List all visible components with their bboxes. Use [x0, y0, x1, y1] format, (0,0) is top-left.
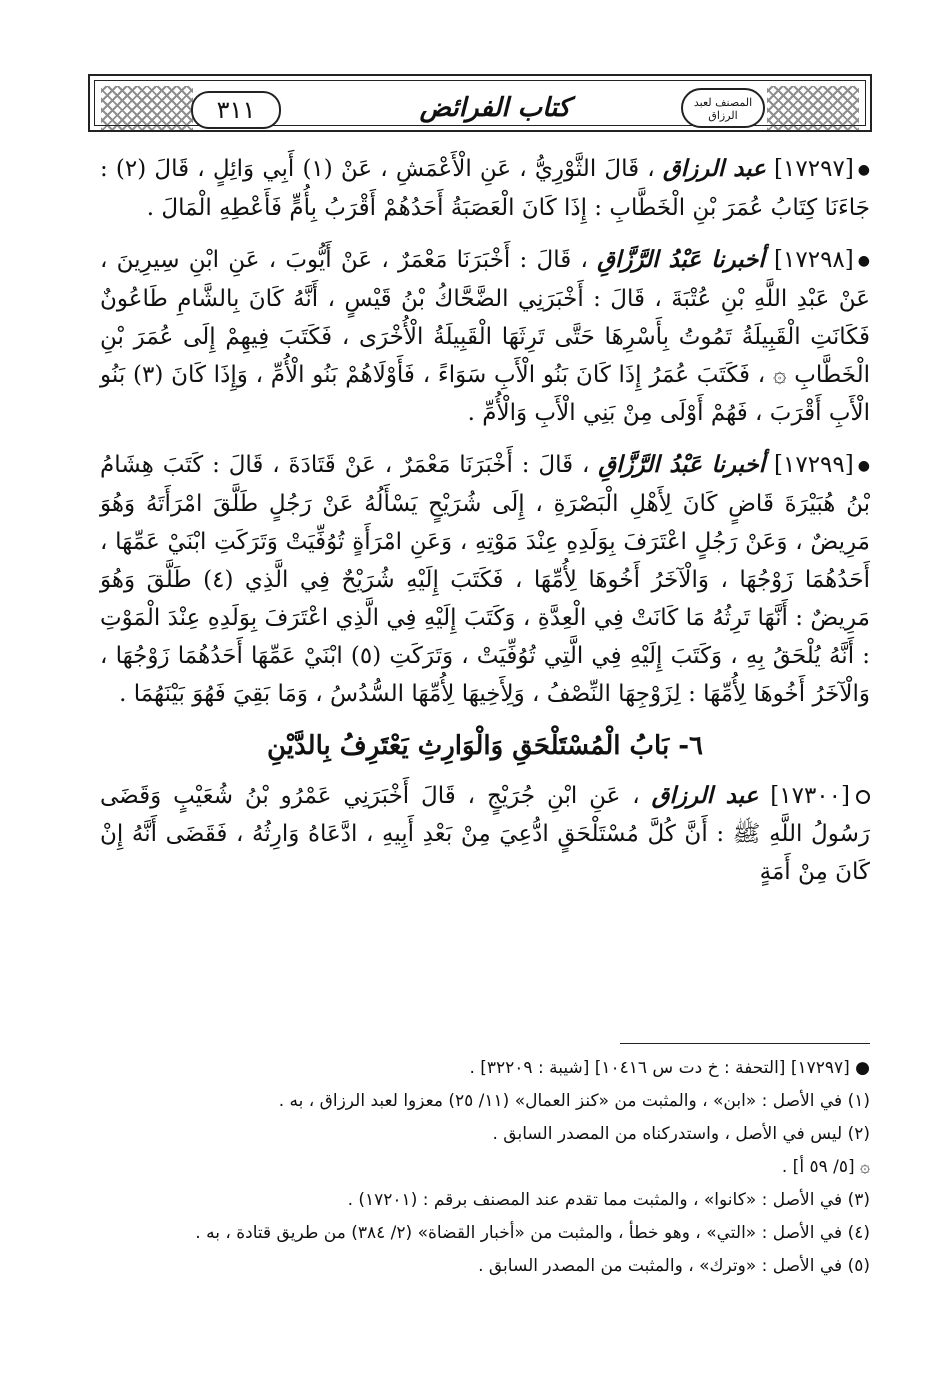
narrator: عبد الرزاق — [651, 782, 759, 809]
ornament-right-icon — [767, 86, 859, 130]
page-header — [88, 74, 872, 132]
footnote: ● [١٧٢٩٧] [التحفة : خ دت س ١٠٤١٦] [شيبة : ٣٢٢٠٩] . — [469, 1058, 870, 1078]
footnote: (٣) في الأصل : «كانوا» ، والمثبت مما تقدم عند المصنف برقم : (١٧٢٠١) . — [347, 1190, 870, 1210]
book-title: كتاب الفرائض — [419, 93, 571, 123]
hadith-entry — [100, 150, 870, 227]
hadith-entry — [100, 446, 870, 713]
hadith-number: [١٧٢٩٨] — [774, 247, 854, 273]
hadith-number: [١٧٢٩٧] — [774, 156, 854, 182]
bullet-icon: ● — [857, 253, 870, 269]
hadith-text: ، عَنِ ابْنِ جُرَيْجٍ ، قَالَ أَخْبَرَنِي عَمْرُو بْنُ شُعَيْبٍ وَقَضَى رَسُولُ اللَّهِ ﷺ : أَنَّ كُلَّ مُسْتَلْحَقٍ ادُّعِيَ مِنْ بَعْدِ أَبِيهِ ، ادَّعَاهُ وَارِثُهُ ، فَقَضَى أَنَّهُ إِنْ كَانَ مِنْ أَمَةٍ — [100, 783, 870, 885]
hadith-number: [١٧٢٩٩] — [774, 452, 854, 478]
narrator: عبد الرزاق — [662, 155, 766, 182]
footnote: (٢) ليس في الأصل ، واستدركناه من المصدر السابق . — [492, 1124, 870, 1144]
hadith-text: ، قَالَ الثَّوْرِيُّ ، عَنِ الْأَعْمَشِ ، عَنْ (١) أَبِي وَائِلٍ ، قَالَ (٢) : جَاءَنَا كِتَابُ عُمَرَ بْنِ الْخَطَّابِ : إِذَا كَانَ الْعَصَبَةُ أَحَدُهُمْ أَقْرَبُ بِأُمٍّ فَأَعْطِهِ الْمَالَ . — [100, 156, 870, 221]
hadith-text: ، قَالَ : أَخْبَرَنَا مَعْمَرٌ ، عَنْ قَتَادَةَ ، قَالَ : كَتَبَ هِشَامُ بْنُ هُبَيْرَةَ قَاضٍ كَانَ لِأَهْلِ الْبَصْرَةِ ، إِلَى شُرَيْحٍ يَسْأَلُهُ عَنْ رَجُلٍ طَلَّقَ امْرَأَتَهُ وَهُوَ مَرِيضٌ ، وَعَنْ رَجُلٍ اعْتَرَفَ بِوَلَدِهِ عِنْدَ مَوْتِهِ ، وَعَنِ امْرَأَةٍ تُوُفِّيَتْ وَتَرَكَتِ ابْنَيْ عَمِّهَا ، أَحَدُهُمَا زَوْجُهَا ، وَالْآخَرُ أَخُوهَا لِأُمِّهَا ، فَكَتَبَ إِلَيْهِ شُرَيْحٌ فِي الَّذِي (٤) طَلَّقَ وَهُوَ مَرِيضٌ : أَنَّهَا تَرِثُهُ مَا كَانَتْ فِي الْعِدَّةِ ، وَكَتَبَ إِلَيْهِ فِي الَّذِي اعْتَرَفَ بِوَلَدِهِ عِنْدَ الْمَوْتِ : أَنَّهُ يُلْحَقُ بِهِ ، وَكَتَبَ إِلَيْهِ فِي الَّتِي تُوُفِّيَتْ ، وَتَرَكَتِ (٥) ابْنَيْ عَمِّهَا أَحَدُهُمَا زَوْجُهَا ، وَالْآخَرُ أَخُوهَا لِأُمِّهَا : لِزَوْجِهَا النِّصْفُ ، وَلِأَخِيهَا لِأُمِّهَا السُّدُسُ ، وَمَا بَقِيَ فَهُوَ بَيْنَهُمَا . — [100, 452, 870, 707]
hadith-number: [١٧٣٠٠] — [770, 783, 850, 809]
circle-marker-icon — [856, 790, 870, 804]
footnote: (٤) في الأصل : «التي» ، وهو خطأ ، والمثبت من «أخبار القضاة» (٢/ ٣٨٤) من طريق قتادة ، به . — [195, 1223, 870, 1243]
main-text — [100, 150, 870, 905]
bullet-icon: ● — [857, 458, 870, 474]
footnote: (٥) في الأصل : «وترك» ، والمثبت من المصدر السابق . — [478, 1256, 870, 1276]
footnote: (١) في الأصل : «ابن» ، والمثبت من «كنز العمال» (١١/ ٢٥) معزوا لعبد الرزاق ، به . — [278, 1091, 870, 1111]
footnotes — [100, 1052, 870, 1283]
hadith-text: ، قَالَ : أَخْبَرَنَا مَعْمَرٌ ، عَنْ أَيُّوبَ ، عَنِ ابْنِ سِيرِينَ ، عَنْ عَبْدِ اللَّهِ بْنِ عُتْبَةَ ، قَالَ : أَخْبَرَنِي الضَّحَّاكُ بْنُ قَيْسٍ ، أَنَّهُ كَانَ بِالشَّامِ طَاعُونٌ فَكَانَتِ الْقَبِيلَةُ تَمُوتُ بِأَسْرِهَا حَتَّى تَرِثَهَا الْقَبِيلَةُ الْأُخْرَى ، فَكَتَبَ فِيهِمْ إِلَى عُمَرَ بْنِ الْخَطَّابِ ۞ ، فَكَتَبَ عُمَرُ إِذَا كَانَ بَنُو الْأَبِ سَوَاءً ، فَأَوْلَاهُمْ بَنُو الْأُمِّ ، وَإِذَا كَانَ (٣) بَنُو الْأَبِ أَقْرَبَ ، فَهُمْ أَوْلَى مِنْ بَنِي الْأَبِ وَالْأُمِّ . — [100, 247, 870, 426]
narrator: أخبرنا عَبْدُ الرَّزَّاقِ — [598, 451, 766, 478]
footnote: ۞ [٥/ ٥٩ أ] . — [781, 1157, 870, 1177]
bullet-icon: ● — [857, 162, 871, 178]
publisher-emblem: المصنف لعبد الرزاق — [681, 88, 765, 128]
header-frame — [94, 80, 866, 126]
footnote-divider — [620, 1043, 870, 1044]
page-number: ٣١١ — [191, 91, 281, 129]
hadith-entry — [100, 777, 870, 891]
ornament-left-icon — [101, 86, 193, 130]
narrator: أخبرنا عَبْدُ الرَّزَّاقِ — [597, 246, 765, 273]
chapter-title: ٦- بَابُ الْمُسْتَلْحَقِ وَالْوَارِثِ يَعْتَرِفُ بِالدَّيْنِ — [266, 731, 703, 761]
hadith-entry — [100, 241, 870, 432]
